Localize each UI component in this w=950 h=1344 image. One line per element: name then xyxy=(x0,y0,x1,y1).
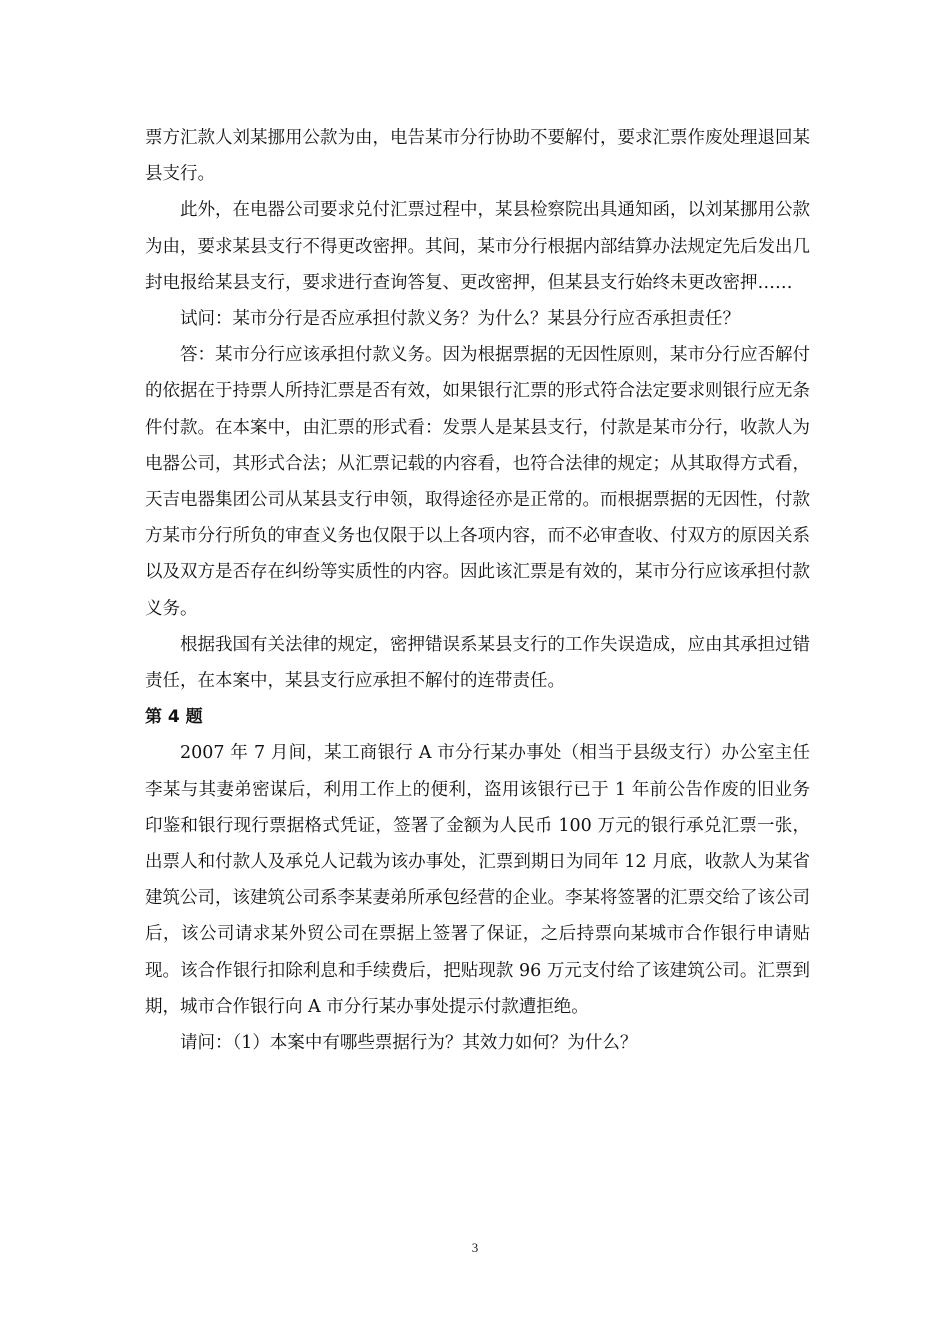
answer-paragraph: 答：某市分行应该承担付款义务。因为根据票据的无因性原则，某市分行应否解付的依据在于持票人所持汇票是否有效，如果银行汇票的形式符合法定要求则银行应无条件付款。在本案中，由汇票的形式看：发票人是某县支行，付款是某市分行，收款人为电器公司，其形式合法；从汇票记载的内容看，也符合法律的规定；从其取得方式看，天吉电器集团公司从某县支行申领，取得途径亦是正常的。而根据票据的无因性，付款方某市分行所负的审查义务也仅限于以上各项内容，而不必审查收、付双方的原因关系以及双方是否存在纠纷等实质性的内容。因此该汇票是有效的，某市分行应该承担付款义务。 xyxy=(145,345,810,619)
document-page xyxy=(145,120,810,1061)
section-heading: 第 4 题 xyxy=(145,707,203,728)
paragraph-1: 票方汇款人刘某挪用公款为由，电告某市分行协助不要解付，要求汇票作废处理退回某县支行。 xyxy=(145,128,810,185)
case-paragraph: 2007 年 7 月间，某工商银行 A 市分行某办事处（相当于县级支行）办公室主任李某与其妻弟密谋后，利用工作上的便利，盗用该银行已于 1 年前公告作废的旧业务印鉴和银行现行票据格式凭证，签署了金额为人民币 100 万元的银行承兑汇票一张，出票人和付款人及承兑人记载为该办事处，汇票到期日为同年 12 月底，收款人为某省建筑公司，该建筑公司系李某妻弟所承包经营的企业。李某将签署的汇票交给了该公司后，该公司请求某外贸公司在票据上签署了保证，之后持票向某城市合作银行申请贴现。该合作银行扣除利息和手续费后，把贴现款 96 万元支付给了该建筑公司。汇票到期，城市合作银行向 A 市分行某办事处提示付款遭拒绝。 xyxy=(145,743,810,1017)
case-question-paragraph: 请问：（1）本案中有哪些票据行为？其效力如何？为什么？ xyxy=(180,1033,638,1054)
page-number: 3 xyxy=(471,1240,479,1255)
liability-paragraph: 根据我国有关法律的规定，密押错误系某县支行的工作失误造成，应由其承担过错责任，在本案中，某县支行应承担不解付的连带责任。 xyxy=(145,634,810,692)
paragraph-2: 此外，在电器公司要求兑付汇票过程中，某县检察院出具通知函，以刘某挪用公款为由，要求某县支行不得更改密押。其间，某市分行根据内部结算办法规定先后发出几封电报给某县支行，要求进行查询答复、更改密押，但某县支行始终未更改密押…… xyxy=(145,200,810,293)
question-paragraph: 试问：某市分行是否应承担付款义务？为什么？某县分行应否承担责任？ xyxy=(180,309,740,330)
